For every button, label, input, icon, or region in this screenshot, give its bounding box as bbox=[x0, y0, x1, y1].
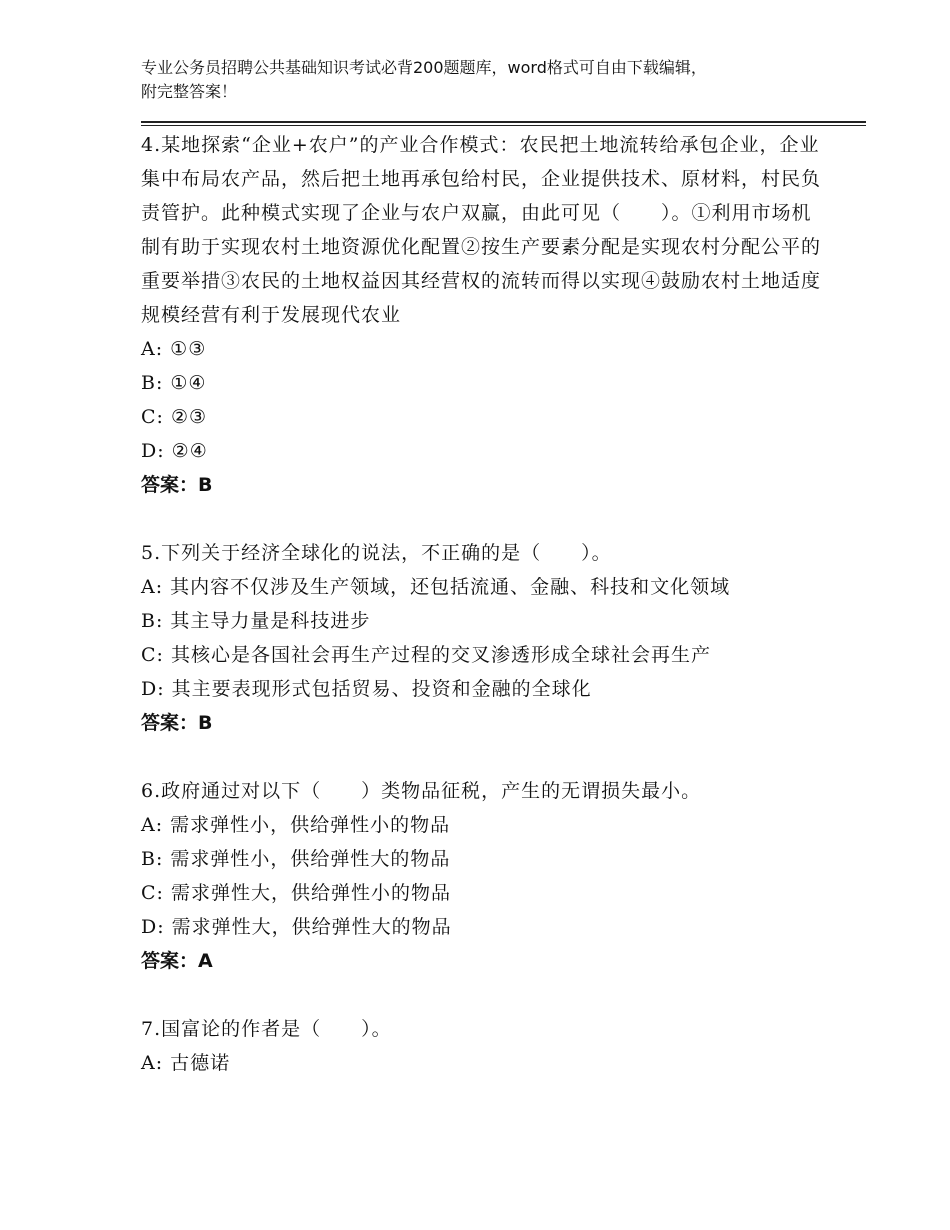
question-stem: 7.国富论的作者是（ ）。 bbox=[141, 1018, 392, 1040]
answer-label: 答案：A bbox=[141, 950, 213, 972]
question-stem: 4.某地探索“企业+农户”的产业合作模式：农民把土地流转给承包企业，企业集中布局农产品，然后把土地再承包给村民，企业提供技术、原材料，村民负责管护。此种模式实现了企业与农户双赢，由此可见（ ）。①利用市场机制有助于实现农村土地资源优化配置②按生产要素分配是实现农村分配公平的重要举措③农民的土地权益因其经营权的流转而得以实现④鼓励农村土地适度规模经营有利于发展现代农业 bbox=[141, 134, 822, 326]
option-d: D: 需求弹性大，供给弹性大的物品 bbox=[141, 916, 452, 938]
option-a: A: 需求弹性小，供给弹性小的物品 bbox=[141, 814, 451, 836]
header-line-1: 专业公务员招聘公共基础知识考试必背200题题库，word格式可自由下载编辑， bbox=[141, 58, 707, 77]
option-c: C: 需求弹性大，供给弹性小的物品 bbox=[141, 882, 451, 904]
answer-label: 答案：B bbox=[141, 712, 213, 734]
header-rule-thick bbox=[141, 121, 866, 123]
header-rule-thin bbox=[141, 125, 866, 126]
question-block bbox=[141, 1012, 821, 1080]
option-a: A: 其内容不仅涉及生产领域，还包括流通、金融、科技和文化领域 bbox=[141, 576, 731, 598]
question-block bbox=[141, 128, 821, 502]
option-a: A: ①③ bbox=[141, 338, 207, 360]
header-line-2: 附完整答案！ bbox=[141, 82, 238, 101]
option-a: A: 古德诺 bbox=[141, 1052, 231, 1074]
question-block bbox=[141, 536, 821, 740]
question-stem: 6.政府通过对以下（ ）类物品征税，产生的无谓损失最小。 bbox=[141, 780, 702, 802]
option-d: D: ②④ bbox=[141, 440, 208, 462]
question-stem: 5.下列关于经济全球化的说法，不正确的是（ ）。 bbox=[141, 542, 612, 564]
option-b: B: 其主导力量是科技进步 bbox=[141, 610, 371, 632]
option-b: B: 需求弹性小，供给弹性大的物品 bbox=[141, 848, 451, 870]
option-b: B: ①④ bbox=[141, 372, 207, 394]
option-c: C: 其核心是各国社会再生产过程的交叉渗透形成全球社会再生产 bbox=[141, 644, 711, 666]
question-list bbox=[141, 128, 821, 1114]
answer-label: 答案：B bbox=[141, 474, 213, 496]
option-c: C: ②③ bbox=[141, 406, 208, 428]
document-header bbox=[141, 56, 861, 104]
question-block bbox=[141, 774, 821, 978]
option-d: D: 其主要表现形式包括贸易、投资和金融的全球化 bbox=[141, 678, 592, 700]
